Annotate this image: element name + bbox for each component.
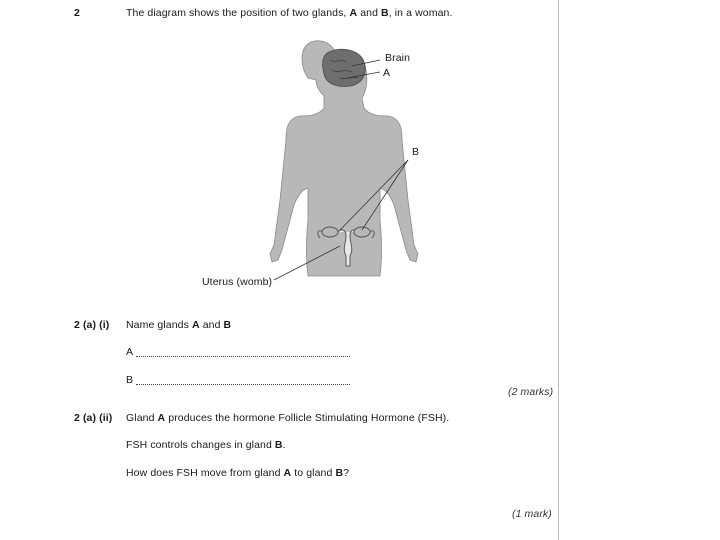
part-ii-marks: (1 mark) [512, 508, 552, 520]
answer-a-label: A [126, 346, 134, 358]
brain-shape [323, 49, 366, 86]
answer-b-label: B [126, 374, 134, 386]
part-i-marks: (2 marks) [508, 386, 554, 398]
question-number: 2 [74, 7, 80, 19]
part-ii-question: How does FSH move from gland A to gland B? [126, 467, 350, 479]
answer-a-line[interactable] [136, 356, 350, 357]
part-i-ref: 2 (a) (i) [74, 319, 110, 331]
page-margin-line [558, 0, 559, 540]
part-i-prompt: Name glands A and B [126, 319, 232, 331]
part-ii-line2: FSH controls changes in gland B. [126, 439, 286, 451]
female-body-diagram [190, 30, 440, 295]
part-ii-line1: Gland A produces the hormone Follicle Stimulating Hormone (FSH). [126, 412, 450, 424]
label-brain: Brain [385, 52, 411, 64]
label-gland-a: A [383, 67, 391, 79]
label-gland-b: B [412, 146, 420, 158]
answer-b-line[interactable] [136, 384, 350, 385]
label-uterus: Uterus (womb) [202, 276, 273, 288]
part-ii-ref: 2 (a) (ii) [74, 412, 113, 424]
question-intro: The diagram shows the position of two glands, A and B, in a woman. [126, 7, 453, 19]
